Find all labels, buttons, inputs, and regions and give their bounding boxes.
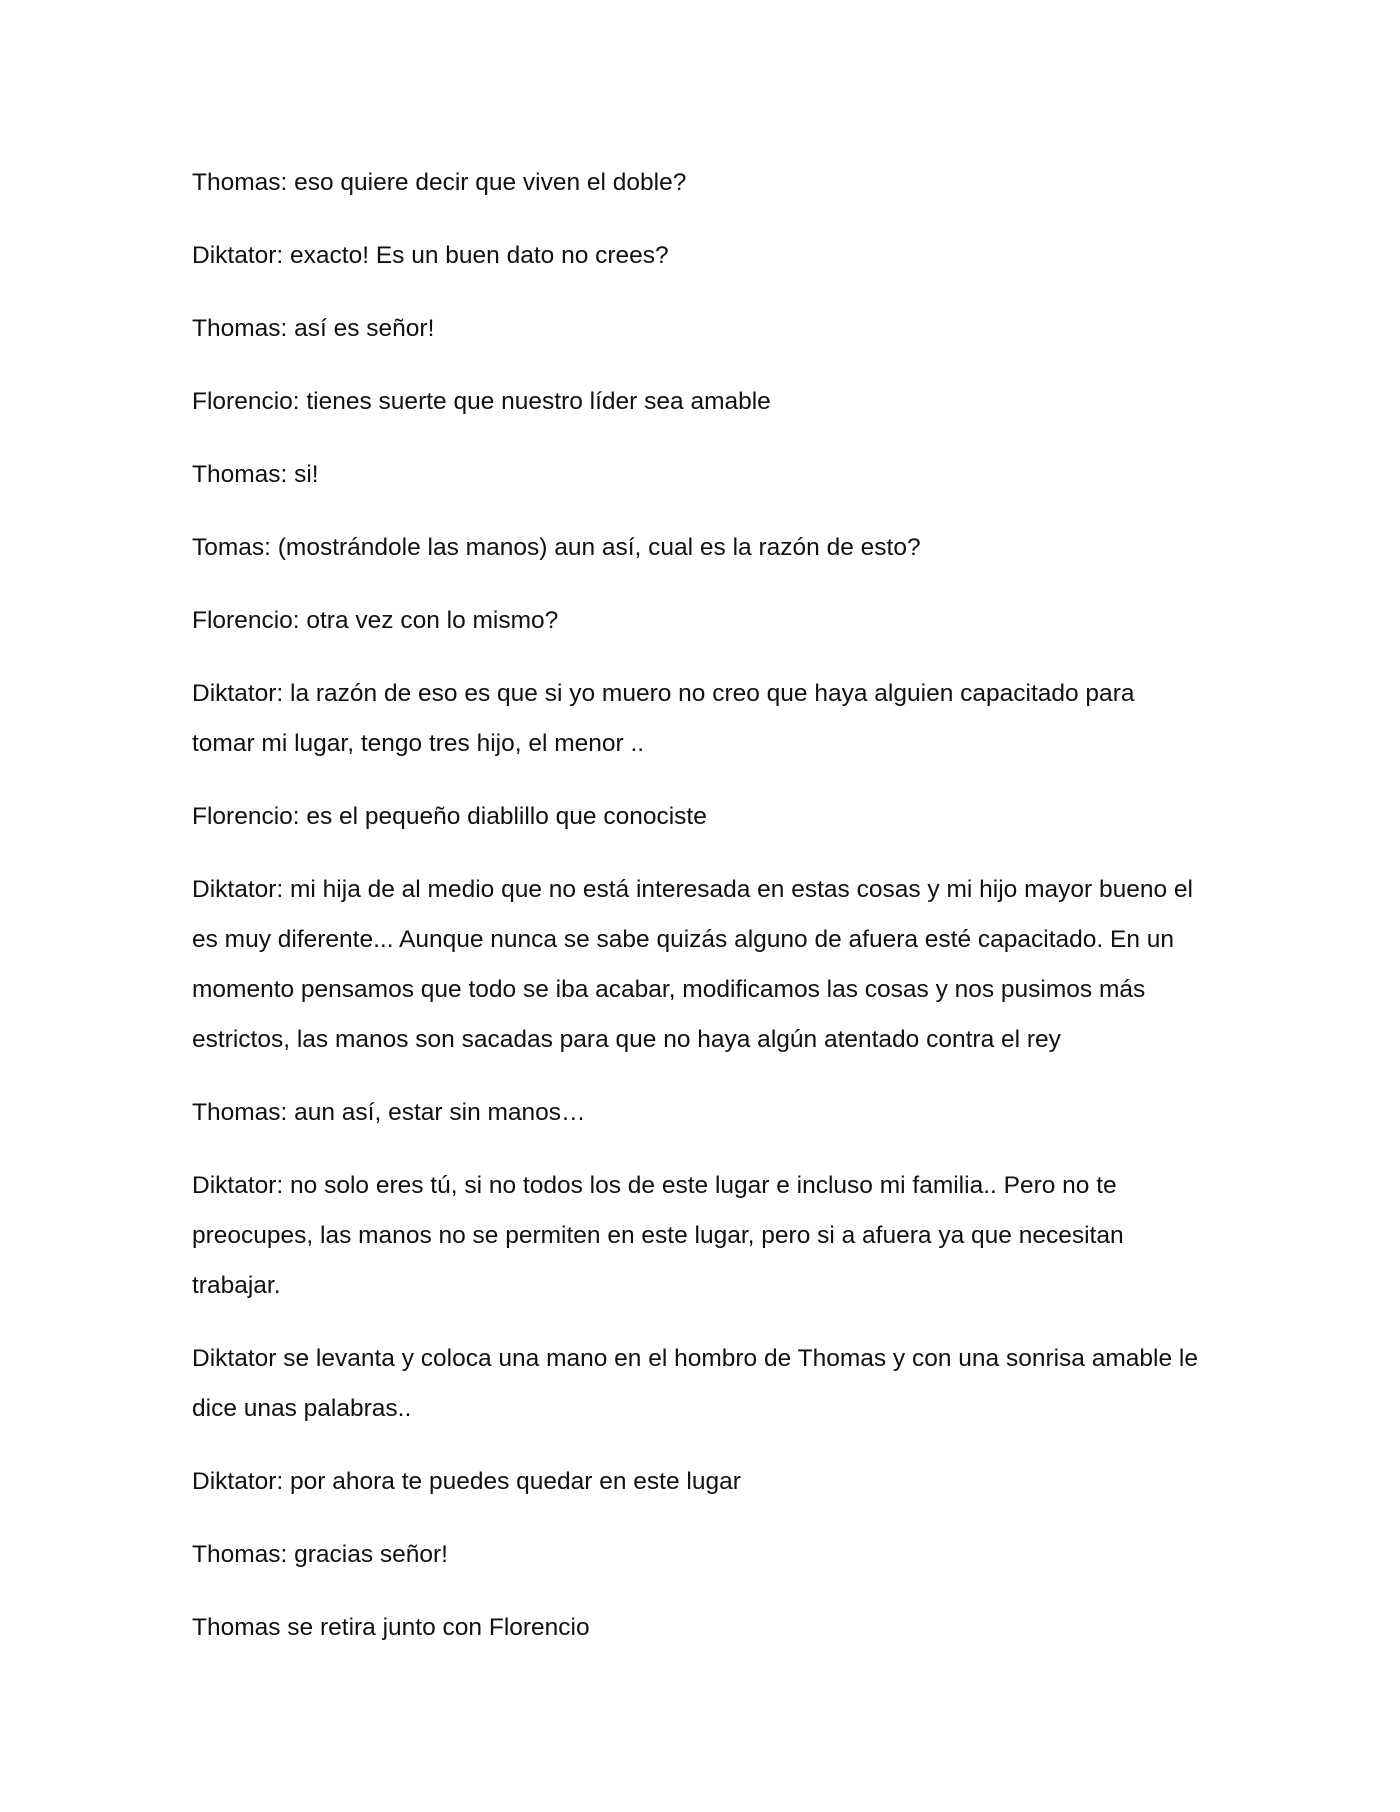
- paragraph-5: Thomas: si!: [192, 461, 319, 488]
- paragraph-10: Diktator: mi hija de al medio que no está interesada en estas cosas y mi hijo mayor bueno el es muy diferente... Aunque nunca se sabe quizás alguno de afuera esté capacitado. En un momento pensamos que todo se iba acabar, modificamos las cosas y nos pusimos más estrictos, las manos son sacadas para que no haya algún atentado contra el rey: [192, 876, 1193, 1053]
- paragraph-2: Diktator: exacto! Es un buen dato no crees?: [192, 242, 669, 269]
- paragraph-15: Thomas: gracias señor!: [192, 1541, 448, 1568]
- paragraph-8: Diktator: la razón de eso es que si yo muero no creo que haya alguien capacitado para tomar mi lugar, tengo tres hijo, el menor ..: [192, 680, 1135, 757]
- paragraph-7: Florencio: otra vez con lo mismo?: [192, 607, 559, 634]
- paragraph-4: Florencio: tienes suerte que nuestro líder sea amable: [192, 388, 771, 415]
- paragraph-14: Diktator: por ahora te puedes quedar en este lugar: [192, 1468, 741, 1495]
- paragraph-12: Diktator: no solo eres tú, si no todos los de este lugar e incluso mi familia.. Pero no te preocupes, las manos no se permiten en este lugar, pero si a afuera ya que necesitan trabajar.: [192, 1172, 1124, 1299]
- document-body: [192, 158, 1202, 1676]
- paragraph-13: Diktator se levanta y coloca una mano en el hombro de Thomas y con una sonrisa amable le dice unas palabras..: [192, 1345, 1198, 1422]
- paragraph-6: Tomas: (mostrándole las manos) aun así, cual es la razón de esto?: [192, 534, 921, 561]
- paragraph-9: Florencio: es el pequeño diablillo que conociste: [192, 803, 707, 830]
- paragraph-11: Thomas: aun así, estar sin manos…: [192, 1099, 586, 1126]
- paragraph-16: Thomas se retira junto con Florencio: [192, 1614, 590, 1641]
- paragraph-3: Thomas: así es señor!: [192, 315, 435, 342]
- paragraph-1: Thomas: eso quiere decir que viven el doble?: [192, 169, 687, 196]
